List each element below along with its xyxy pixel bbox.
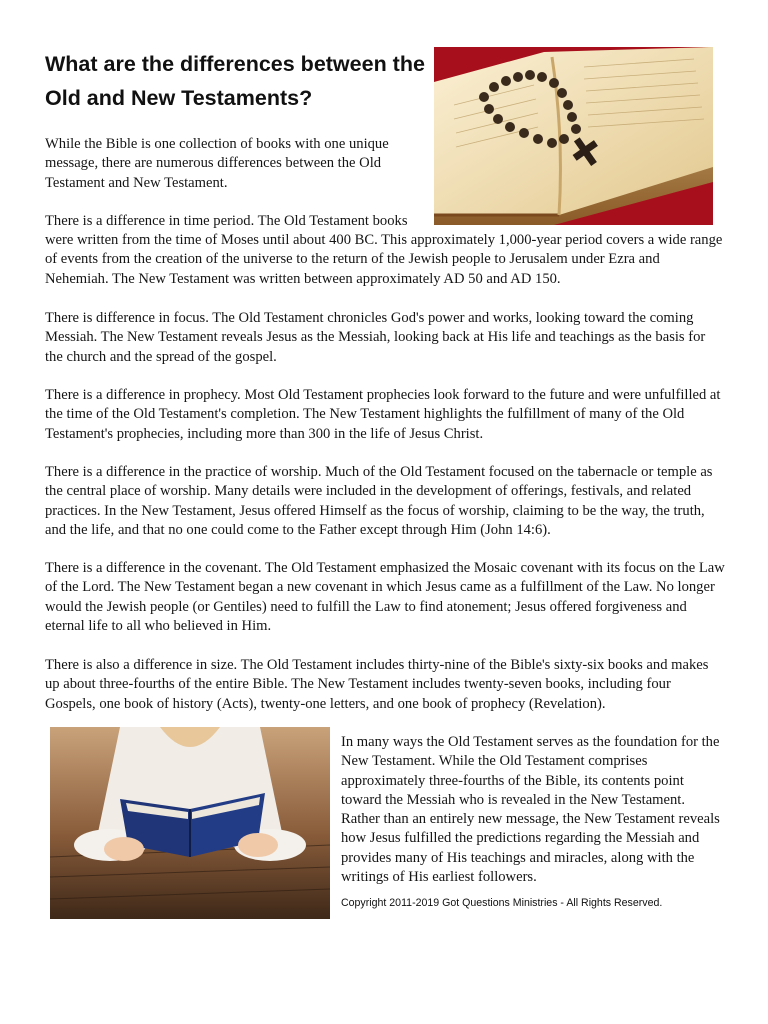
copyright-notice: Copyright 2011-2019 Got Questions Ministries - All Rights Reserved. bbox=[341, 897, 663, 909]
focus-paragraph: There is difference in focus. The Old Testament chronicles God's power and works, looking toward the coming Messiah. The New Testament reveals Jesus as the Messiah, looking back at His life and teachings as the basis for the church and the spread of the gospel. bbox=[45, 310, 706, 365]
time-period-paragraph-lead: There is a difference in time period. The Old Testament books bbox=[45, 213, 408, 229]
size-paragraph: There is also a difference in size. The Old Testament includes thirty-nine of the Bible's sixty-six books and makes up about three-fourths of the entire Bible. The New Testament includes twenty-seven books, including four Gospels, one book of history (Acts), twenty-one letters, and one book of prophecy (Revelation). bbox=[45, 657, 709, 712]
intro-paragraph: While the Bible is one collection of books with one unique message, there are numerous differences between the Old Testament and New Testament. bbox=[45, 136, 389, 191]
rosary-bible-photo bbox=[434, 47, 713, 225]
prophecy-paragraph: There is a difference in prophecy. Most Old Testament prophecies look forward to the future and were unfulfilled at the time of the Old Testament's completion. The New Testament highlights the fulfillment of many of the Old Testament's prophecies, including more than 300 in the life of Jesus Christ. bbox=[45, 387, 721, 442]
time-period-paragraph: were written from the time of Moses until about 400 BC. This approximately 1,000-year period covers a wide range of events from the creation of the universe to the return of the Jewish people to Jerusalem under Ezra and Nehemiah. The New Testament was written between approximately AD 50 and AD 150. bbox=[45, 232, 723, 287]
covenant-paragraph: There is a difference in the covenant. The Old Testament emphasized the Mosaic covenant with its focus on the Law of the Lord. The New Testament began a new covenant in which Jesus came as a fulfillment of the Law. No longer would the Jewish people (or Gentiles) need to fulfill the Law to find atonement; Jesus offered forgiveness and eternal life to all who believed in Him. bbox=[45, 560, 725, 634]
worship-paragraph: There is a difference in the practice of worship. Much of the Old Testament focused on the tabernacle or temple as the central place of worship. Many details were included in the development of offerings, festivals, and related practices. In the New Testament, Jesus offered Himself as the focus of worship, claiming to be the way, the truth, and the life, and that no one could come to the Father except through Him (John 14:6). bbox=[45, 464, 713, 538]
person-reading-bible-photo bbox=[50, 727, 330, 919]
page-title: What are the differences between the Old and New Testaments? bbox=[45, 52, 425, 110]
conclusion-paragraph: In many ways the Old Testament serves as the foundation for the New Testament. While the Old Testament comprises approximately three-fourths of the Bible, its contents point toward the Messiah who is revealed in the New Testament. Rather than an entirely new message, the New Testament reveals how Jesus fulfilled the predictions regarding the Messiah and provides many of His teachings and miracles, along with the writings of His earliest followers. bbox=[341, 734, 720, 886]
